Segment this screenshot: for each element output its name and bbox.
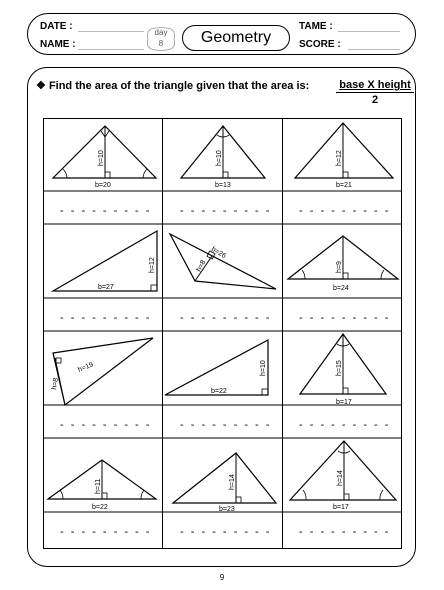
day-word: day xyxy=(154,28,168,37)
answer-blank-2[interactable]: - - - - - - - - - xyxy=(180,205,272,217)
t1-base: b=20 xyxy=(95,182,111,189)
score-field[interactable] xyxy=(348,49,400,50)
answer-blank-12[interactable]: - - - - - - - - - xyxy=(299,526,391,538)
t2-height: h=10 xyxy=(216,150,223,166)
t4-base: b=27 xyxy=(98,284,114,291)
t8-height: h=10 xyxy=(260,360,267,376)
tame-label: TAME : xyxy=(299,21,333,32)
triangle-9 xyxy=(300,334,386,394)
bullet-icon: ❖ xyxy=(36,80,46,92)
name-field[interactable] xyxy=(78,49,144,50)
answer-blank-10[interactable]: - - - - - - - - - xyxy=(60,526,152,538)
t7-height: h=8 xyxy=(51,377,61,391)
answer-blank-4[interactable]: - - - - - - - - - xyxy=(60,312,152,324)
t9-base: b=17 xyxy=(336,399,352,406)
triangle-2 xyxy=(181,126,265,178)
t12-base: b=17 xyxy=(333,504,349,511)
formula-numerator: base X height xyxy=(336,79,414,93)
answer-blank-8[interactable]: - - - - - - - - - xyxy=(180,419,272,431)
t10-height: h=11 xyxy=(95,478,102,494)
t1-height: h=10 xyxy=(98,150,105,166)
date-label: DATE : xyxy=(40,21,73,32)
answer-blank-5[interactable]: - - - - - - - - - xyxy=(180,312,272,324)
instructions-text: Find the area of the triangle given that the area is: xyxy=(48,80,310,92)
t9-height: h=15 xyxy=(336,360,343,376)
triangle-11 xyxy=(173,453,276,503)
t12-height: h=14 xyxy=(337,470,344,486)
t6-height: h=9 xyxy=(336,261,343,273)
triangle-7 xyxy=(53,338,153,405)
triangle-grid xyxy=(43,118,403,558)
instructions xyxy=(36,79,309,92)
day-number: 8 xyxy=(158,39,164,48)
name-label: NAME : xyxy=(40,39,76,50)
t11-base: b=23 xyxy=(219,506,235,513)
triangle-6 xyxy=(288,236,398,279)
t11-height: h=14 xyxy=(229,474,236,490)
area-formula xyxy=(336,79,414,106)
t10-base: b=22 xyxy=(92,504,108,511)
t7-base: h=19 xyxy=(77,361,95,374)
tame-field[interactable] xyxy=(338,31,400,32)
page-number: 9 xyxy=(219,573,225,582)
answer-blank-1[interactable]: - - - - - - - - - xyxy=(60,205,152,217)
score-label: SCORE : xyxy=(299,39,341,50)
answer-blank-7[interactable]: - - - - - - - - - xyxy=(60,419,152,431)
t4-height: h=12 xyxy=(149,257,156,273)
t5-height: h=8 xyxy=(195,259,208,273)
t5-base: b=26 xyxy=(209,245,228,261)
triangle-5 xyxy=(170,234,276,289)
t2-base: b=13 xyxy=(215,182,231,189)
triangle-8 xyxy=(165,340,268,395)
answer-blank-9[interactable]: - - - - - - - - - xyxy=(299,419,391,431)
triangle-3 xyxy=(295,123,393,178)
date-field[interactable] xyxy=(78,31,144,32)
formula-denominator: 2 xyxy=(371,94,379,106)
answer-blank-3[interactable]: - - - - - - - - - xyxy=(299,205,391,217)
triangle-10 xyxy=(48,460,156,499)
answer-blank-11[interactable]: - - - - - - - - - xyxy=(180,526,272,538)
t3-base: b=21 xyxy=(336,182,352,189)
t6-base: b=24 xyxy=(333,285,349,292)
page-title: Geometry xyxy=(182,25,290,51)
t8-base: b=22 xyxy=(211,388,227,395)
t3-height: h=12 xyxy=(336,150,343,166)
day-badge xyxy=(145,27,177,51)
answer-blank-6[interactable]: - - - - - - - - - xyxy=(299,312,391,324)
triangle-4 xyxy=(53,231,157,291)
